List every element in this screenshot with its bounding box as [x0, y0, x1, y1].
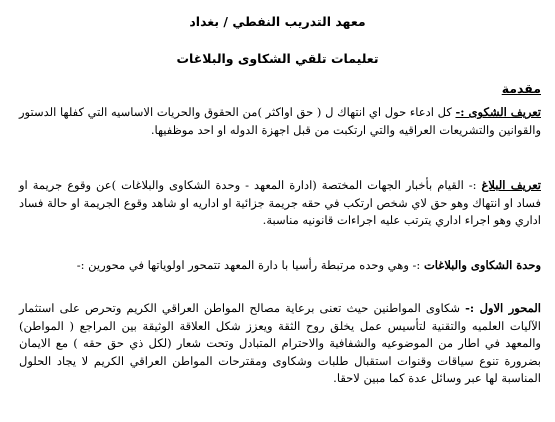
- complaint-definition-paragraph: [19, 104, 541, 139]
- document-subtitle: تعليمات تلقي الشكاوى والبلاغات: [176, 51, 379, 66]
- unit-description-paragraph: [19, 257, 541, 275]
- first-axis-text: شكاوى المواطنين حيث تعنى برعاية مصالح المواطن العراقي الكريم وتحرص على استثمار الآليات العلميه والتقنية لتأسيس عمل يخلق روح الثقة ويعزز شكل العلاقة الوثيقة بين المراجع ( المواطن) والمعهد في اطار من الموضوعيه والشفافية والاحترام المتبادل وتحت شعار (لكل ذي حق حقه ) مع الايمان بضرورة تنوع سياقات وقنوات استقبال طلبات وشكاوى ومقترحات المواطن العراقي الكريم لا يجاد الحلول المناسبة لها عبر وسائل عدة كما مبين لاحقا.: [19, 301, 541, 386]
- intro-heading: مقدمة: [501, 81, 541, 96]
- first-axis-paragraph: [19, 300, 541, 388]
- complaint-definition-term: تعريف الشكوى :-: [455, 105, 541, 119]
- institute-title: معهد التدريب النفطي / بغداد: [189, 14, 366, 29]
- unit-description-term: وحدة الشكاوى والبلاغات: [423, 258, 541, 272]
- report-definition-text: :- القيام بأخبار الجهات المختصة (ادارة المعهد - وحدة الشكاوى والبلاغات )عن وقوع جريمة او فساد او انتهاك وهو حق لاي شخص ارتكب في حقه جريمة جزائية او اداريه او شاهد وقوع الجريمة او حالة فساد اداري وهو اجراء اداري يترتب عليه اجراءات قانونيه مناسبة.: [19, 178, 541, 228]
- first-axis-term: المحور الاول :-: [465, 301, 541, 315]
- complaint-definition-text: كل ادعاء حول اي انتهاك ل ( حق اواكثر )من الحقوق والحريات الاساسيه التي كفلها الدستور والقوانين والتشريعات العراقيه والتي ارتكبت من قبل اجهزة الدوله او احد موظفيها.: [19, 105, 541, 137]
- report-definition-paragraph: [19, 177, 541, 230]
- report-definition-term: تعريف البلاغ: [481, 178, 541, 192]
- unit-description-text: :- وهي وحده مرتبطة رأسيا با دارة المعهد تتمحور اولوياتها في محورين :-: [76, 258, 424, 272]
